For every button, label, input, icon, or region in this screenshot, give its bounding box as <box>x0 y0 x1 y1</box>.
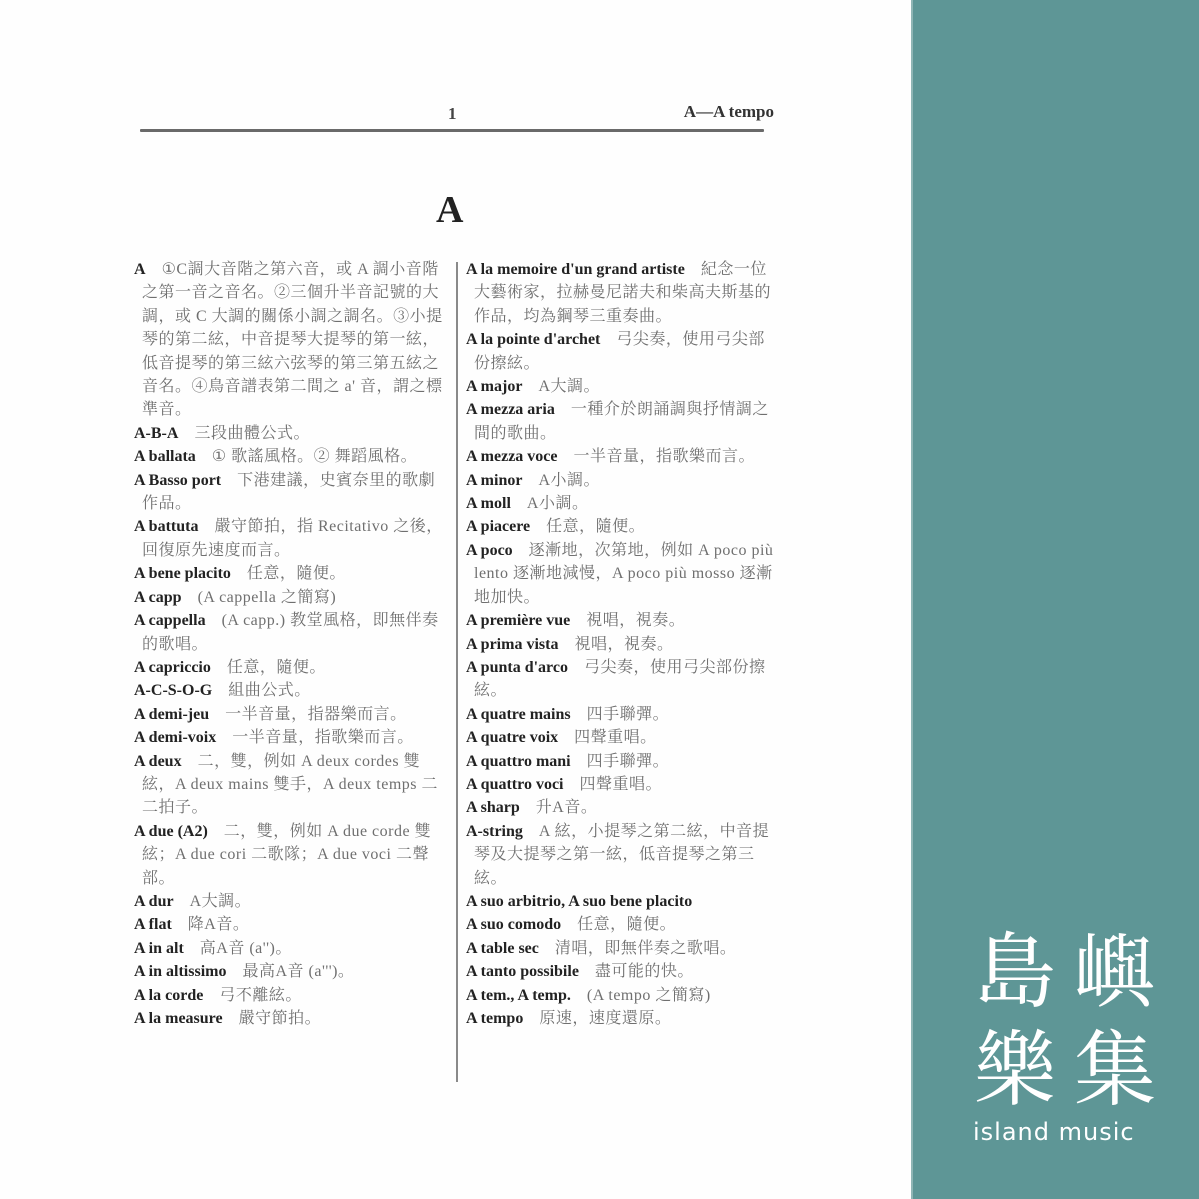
dictionary-entry <box>466 515 778 538</box>
entry-definition: 弓不離絃。 <box>219 986 302 1004</box>
entry-definition: 四聲重唱。 <box>579 775 662 793</box>
entry-definition: 一半音量，指器樂而言。 <box>225 705 407 723</box>
entry-definition: 二，雙，例如 A due corde 雙絃；A due cori 二歌隊；A due voci 二聲部。 <box>142 822 432 887</box>
entry-definition: 弓尖奏，使用弓尖部份擦絃。 <box>474 658 766 700</box>
entry-definition: 任意，隨便。 <box>577 916 677 934</box>
entry-definition: A大調。 <box>189 892 252 910</box>
entry-definition: 逐漸地，次第地，例如 A poco più lento 逐漸地減慢，A poco più mosso 逐漸地加快。 <box>474 541 774 606</box>
section-letter: A <box>436 189 464 231</box>
entry-definition: (A tempo 之簡寫) <box>586 986 711 1004</box>
entry-definition: ①C調大音階之第六音，或 A 調小音階之第一音之音名。②三個升半音記號的大調，或 C 大調的關係小調之調名。③小提琴的第二絃，中音提琴大提琴的第一絃，低音提琴的第三絃六弦琴的第三第五絃之音名。④鳥音譜表第二間之 a' 音，謂之標準音。 <box>142 261 443 419</box>
entry-definition: 視唱，視奏。 <box>574 635 674 653</box>
left-column <box>134 258 450 1030</box>
entry-definition: 嚴守節拍，指 Recitativo 之後，回復原先速度而言。 <box>142 518 443 559</box>
dictionary-entry <box>466 633 778 656</box>
entry-definition: 弓尖奏，使用弓尖部份擦絃。 <box>474 331 765 372</box>
entry-term: A la measure <box>134 1010 223 1027</box>
dictionary-entry <box>466 398 778 445</box>
dictionary-entry <box>134 586 450 609</box>
logo-char: 島 <box>973 925 1056 1020</box>
entry-term: A poco <box>466 541 513 559</box>
entry-definition: 最高A音 (a''')。 <box>242 963 355 981</box>
entry-definition: 高A音 (a'')。 <box>199 939 292 957</box>
entry-term: A ballata <box>134 448 196 466</box>
dictionary-entry <box>466 750 778 773</box>
dictionary-entry <box>466 984 778 1007</box>
dictionary-entry <box>466 773 778 796</box>
entry-term: A cappella <box>134 612 206 630</box>
entry-definition: A 絃，小提琴之第二絃，中音提琴及大提琴之第一絃，低音提琴之第三絃。 <box>474 822 770 887</box>
dictionary-entry <box>134 1007 450 1030</box>
entry-term: A mezza aria <box>466 401 555 419</box>
entry-definition: 三段曲體公式。 <box>194 424 310 442</box>
entry-term: A <box>134 261 146 278</box>
dictionary-entry <box>466 703 778 726</box>
entry-term: A tempo <box>466 1010 524 1027</box>
entry-term: A bene placito <box>134 565 231 583</box>
entry-definition: 嚴守節拍。 <box>238 1010 322 1027</box>
entry-term: A quattro voci <box>466 775 564 793</box>
entry-definition: 升A音。 <box>535 799 598 817</box>
dictionary-entry <box>134 750 450 820</box>
dictionary-entry <box>466 820 778 890</box>
entry-definition: 組曲公式。 <box>228 682 311 700</box>
entry-term: A minor <box>466 471 523 489</box>
column-divider <box>456 262 458 1082</box>
entry-term: A mezza voce <box>466 448 558 466</box>
entry-term: A-string <box>466 822 523 840</box>
entry-definition: 一半音量，指歌樂而言。 <box>232 729 414 747</box>
dictionary-entry <box>466 960 778 983</box>
dictionary-entry <box>466 375 778 398</box>
dictionary-entry <box>134 679 450 702</box>
head-range: A—A tempo <box>683 102 774 121</box>
dictionary-entry <box>466 1007 778 1030</box>
dictionary-entry <box>134 515 450 562</box>
entry-definition: A大調。 <box>538 378 600 396</box>
entry-term: A première vue <box>466 612 571 630</box>
entry-definition: 一種介於朗誦調與抒情調之間的歌曲。 <box>474 401 769 442</box>
dictionary-entry <box>134 726 450 749</box>
entry-definition: (A cappella 之簡寫) <box>197 588 337 606</box>
entry-definition: 清唱，即無伴奏之歌唱。 <box>554 939 737 957</box>
entry-term: A prima vista <box>466 635 559 653</box>
logo-char: 樂 <box>973 1023 1056 1118</box>
entry-term: A dur <box>134 892 174 910</box>
entry-definition: A小調。 <box>526 495 589 513</box>
entry-definition: 原速，速度還原。 <box>539 1010 672 1027</box>
entry-definition: ① 歌謠風格。② 舞蹈風格。 <box>211 448 418 466</box>
entry-term: A due (A2) <box>134 822 208 840</box>
entry-term: A table sec <box>466 939 539 957</box>
entry-term: A demi-jeu <box>134 705 210 723</box>
entry-definition: 盡可能的快。 <box>594 963 694 981</box>
dictionary-entry <box>466 913 778 936</box>
entry-term: A in altissimo <box>134 963 227 981</box>
entry-term: A demi-voix <box>134 729 217 747</box>
entry-term: A suo arbitrio, A suo bene placito <box>466 892 693 910</box>
dictionary-entry <box>466 609 778 632</box>
right-column <box>466 258 778 1030</box>
entry-definition: 四手聯彈。 <box>586 752 670 770</box>
entry-definition: 下港建議，史賓奈里的歌劇作品。 <box>142 471 436 513</box>
dictionary-entry <box>466 492 778 515</box>
dictionary-entry <box>134 703 450 726</box>
header-rule <box>140 129 764 132</box>
dictionary-entry <box>134 656 450 679</box>
entry-term: A moll <box>466 495 511 513</box>
dictionary-entry <box>466 726 778 749</box>
logo-char: 集 <box>1073 1023 1156 1118</box>
dictionary-entry <box>134 609 450 656</box>
dictionary-entry <box>134 913 450 936</box>
logo-cjk <box>965 925 1165 1118</box>
dictionary-entry <box>134 445 450 468</box>
entry-term: A quattro mani <box>466 752 571 770</box>
entry-term: A tem., A temp. <box>466 986 571 1004</box>
dictionary-entry <box>466 890 778 913</box>
entry-definition: A小調。 <box>538 471 601 489</box>
entry-term: A in alt <box>134 939 184 957</box>
dictionary-entry <box>134 960 450 983</box>
entry-definition: 降A音。 <box>187 916 250 934</box>
entry-term: A-C-S-O-G <box>134 682 213 700</box>
logo-char: 嶼 <box>1073 925 1156 1020</box>
entry-term: A deux <box>134 752 182 770</box>
entry-term: A-B-A <box>134 424 179 442</box>
dictionary-entry <box>466 445 778 468</box>
entry-definition: (A capp.) 教堂風格，即無伴奏的歌唱。 <box>142 612 439 653</box>
brand-panel <box>911 0 1199 1199</box>
dictionary-entry <box>466 469 778 492</box>
entry-definition: 四手聯彈。 <box>586 705 670 723</box>
dictionary-entry <box>466 937 778 960</box>
entry-term: A capp <box>134 588 182 606</box>
entry-term: A battuta <box>134 518 199 536</box>
logo-latin: island music <box>973 1118 1135 1146</box>
dictionary-entry <box>134 890 450 913</box>
entry-definition: 任意，隨便。 <box>246 565 346 583</box>
dictionary-entry <box>134 820 450 890</box>
entry-term: A tanto possibile <box>466 963 579 981</box>
entry-term: A piacere <box>466 518 531 536</box>
dictionary-entry <box>466 656 778 703</box>
entry-term: A sharp <box>466 799 520 817</box>
dictionary-entry <box>466 328 778 375</box>
dictionary-entry <box>134 984 450 1007</box>
entry-term: A Basso port <box>134 471 222 489</box>
entry-term: A major <box>466 378 523 396</box>
entry-term: A la memoire d'un grand artiste <box>466 261 685 278</box>
entry-term: A la corde <box>134 986 204 1004</box>
entry-term: A flat <box>134 916 172 934</box>
dictionary-entry <box>134 562 450 585</box>
island-music-logo <box>965 925 1165 1146</box>
entry-definition: 二，雙，例如 A deux cordes 雙絃，A deux mains 雙手，A deux temps 二二拍子。 <box>142 752 438 817</box>
dictionary-entry <box>466 796 778 819</box>
entry-definition: 任意，隨便。 <box>546 518 646 536</box>
dictionary-entry <box>466 539 778 609</box>
entry-definition: 紀念一位大藝術家，拉赫曼尼諾夫和柴高夫斯基的作品，均為鋼琴三重奏曲。 <box>474 261 772 325</box>
dictionary-entry <box>134 422 450 445</box>
entry-definition: 任意，隨便。 <box>226 658 326 676</box>
entry-term: A suo comodo <box>466 916 562 934</box>
entry-term: A quatre mains <box>466 705 571 723</box>
dictionary-entry <box>134 258 450 422</box>
entry-definition: 四聲重唱。 <box>574 729 657 747</box>
entry-term: A punta d'arco <box>466 658 568 676</box>
running-head <box>138 102 774 126</box>
entry-term: A capriccio <box>134 658 211 676</box>
page-number: 1 <box>448 104 457 123</box>
entry-definition: 視唱，視奏。 <box>586 612 686 630</box>
entry-term: A la pointe d'archet <box>466 331 601 349</box>
entry-definition: 一半音量，指歌樂而言。 <box>573 448 756 466</box>
dictionary-entry <box>134 937 450 960</box>
dictionary-entry <box>466 258 778 328</box>
entry-term: A quatre voix <box>466 729 559 747</box>
dictionary-entry <box>134 469 450 516</box>
